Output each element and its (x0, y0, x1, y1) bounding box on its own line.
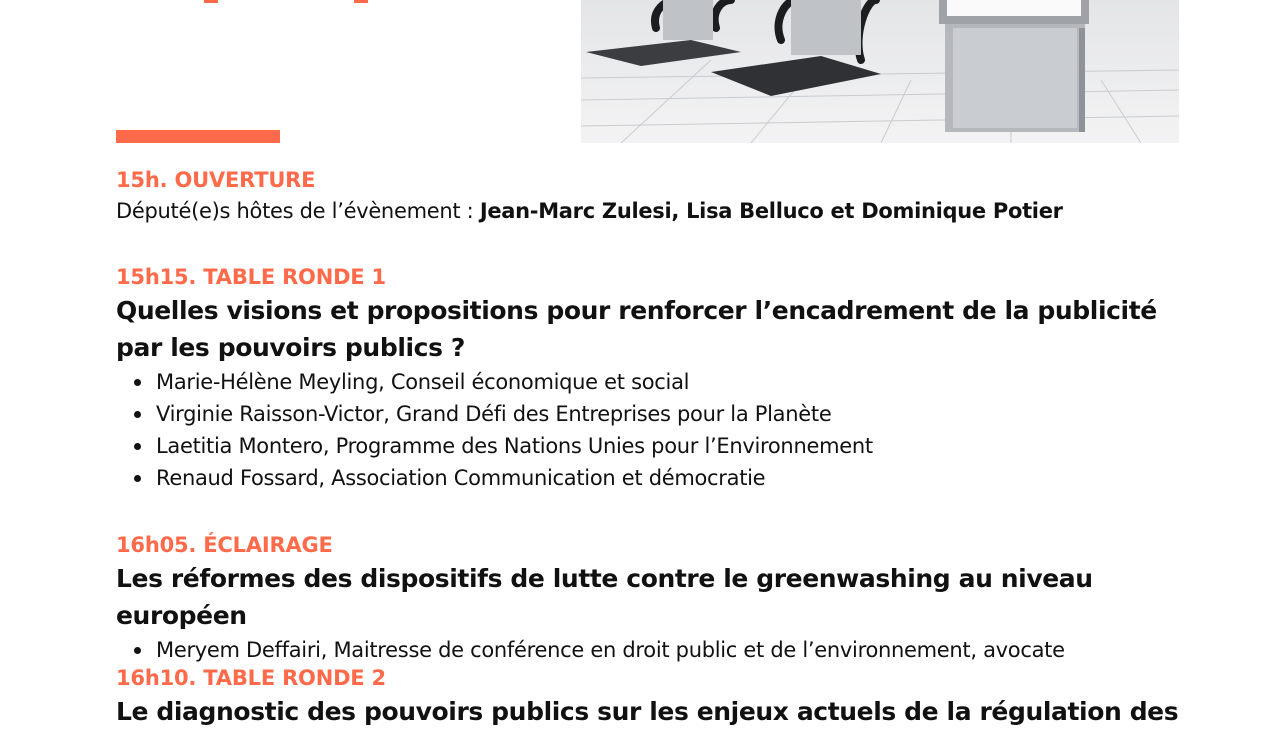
session-opening (116, 167, 1176, 225)
session-title: Quelles visions et propositions pour renforcer l’encadrement de la publicité par les pouvoirs publics ? (116, 296, 1157, 362)
speaker-item: Marie-Hélène Meyling, Conseil économique et social (134, 366, 1176, 398)
speaker-item: Virginie Raisson-Victor, Grand Défi des Entreprises pour la Planète (134, 398, 1176, 430)
session-eclairage (116, 532, 1176, 666)
host-line (116, 197, 1176, 225)
session-title: Les réformes des dispositifs de lutte contre le greenwashing au niveau européen (116, 564, 1093, 630)
session-title: Le diagnostic des pouvoirs publics sur les enjeux actuels de la régulation des (116, 697, 1179, 726)
session-time: 15h. OUVERTURE (116, 168, 316, 192)
host-prefix: Député(e)s hôtes de l’évènement : (116, 199, 480, 223)
session-table-ronde-1 (116, 264, 1176, 494)
speaker-item: Meryem Deffairi, Maitresse de conférence en droit public et de l’environnement, avocate (134, 634, 1176, 666)
host-names: Jean-Marc Zulesi, Lisa Belluco et Dominique Potier (479, 199, 1063, 223)
speaker-item: Renaud Fossard, Association Communication et démocratie (134, 462, 1176, 494)
session-table-ronde-2 (116, 665, 1179, 730)
session-time: 16h10. TABLE RONDE 2 (116, 666, 386, 690)
speaker-list (116, 366, 1176, 494)
accent-divider (116, 130, 280, 143)
escalator-billboard-photo (581, 0, 1179, 143)
session-time: 15h15. TABLE RONDE 1 (116, 265, 386, 289)
session-time: 16h05. ÉCLAIRAGE (116, 533, 333, 557)
speaker-item: Laetitia Montero, Programme des Nations Unies pour l’Environnement (134, 430, 1176, 462)
cropped-heading-fragment (116, 0, 376, 8)
speaker-list (116, 634, 1176, 666)
